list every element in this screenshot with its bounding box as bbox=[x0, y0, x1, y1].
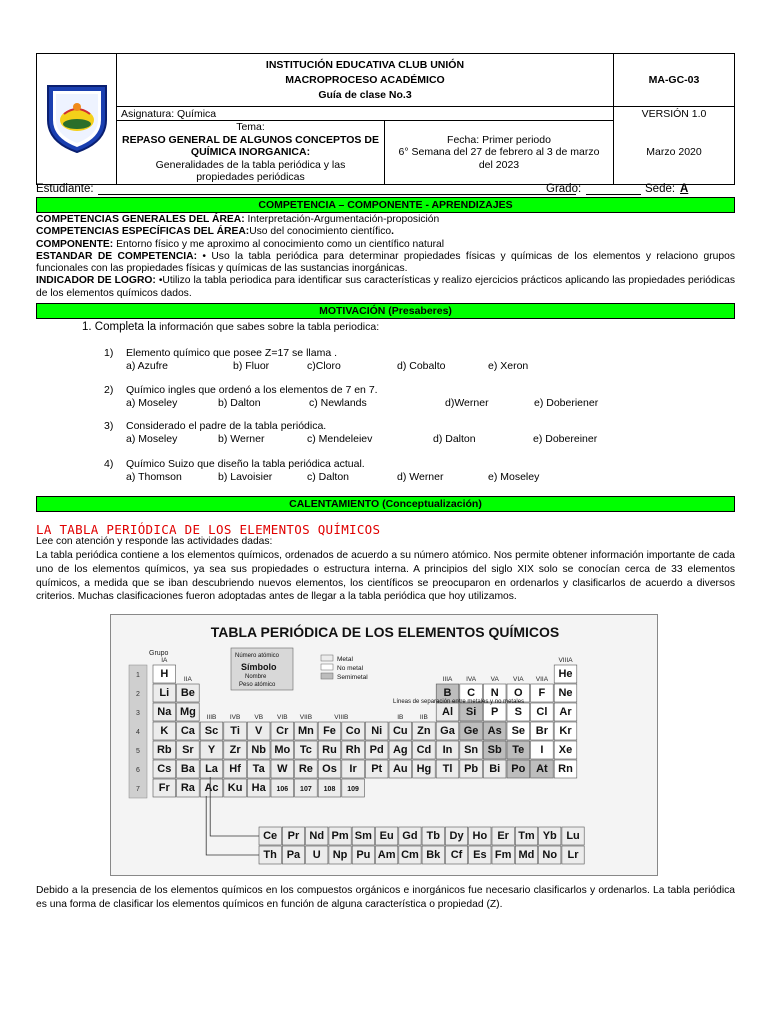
element-symbol: Ra bbox=[180, 782, 195, 794]
option-e[interactable]: e) Dobereiner bbox=[533, 433, 598, 445]
element-symbol: Ba bbox=[180, 763, 195, 775]
legend-symbol: Símbolo bbox=[241, 662, 277, 672]
option-b[interactable]: b) Fluor bbox=[233, 360, 270, 372]
period-number: 5 bbox=[136, 748, 140, 755]
fecha-line2: 6° Semana del 27 de febrero al 3 de marzo bbox=[398, 146, 600, 159]
subject: Asignatura: Química bbox=[117, 107, 614, 121]
element-symbol: Ha bbox=[251, 782, 266, 794]
element-symbol: U bbox=[312, 849, 321, 861]
element-symbol: Fr bbox=[158, 782, 170, 794]
element-symbol: V bbox=[255, 725, 263, 737]
sede-value[interactable]: A bbox=[680, 183, 689, 195]
element-symbol: Lu bbox=[566, 830, 580, 842]
element-symbol: Te bbox=[512, 744, 525, 756]
option-e[interactable]: e) Doberiener bbox=[534, 397, 599, 409]
option-c[interactable]: c) Newlands bbox=[309, 397, 367, 409]
legend-swatch bbox=[321, 655, 333, 661]
group-label: VIA bbox=[513, 676, 524, 683]
option-d[interactable]: d)Werner bbox=[445, 397, 489, 409]
competencias-especificas-label: COMPETENCIAS ESPECÍFICAS DEL ÁREA: bbox=[36, 226, 250, 238]
fecha-block bbox=[385, 121, 613, 184]
element-symbol: Cl bbox=[536, 706, 548, 718]
tema-block bbox=[117, 121, 385, 184]
element-symbol: Th bbox=[263, 849, 277, 861]
element-symbol: At bbox=[536, 763, 548, 775]
element-symbol: Cr bbox=[276, 725, 289, 737]
element-symbol: Ce bbox=[263, 830, 278, 842]
element-symbol: Sc bbox=[204, 725, 219, 737]
element-symbol: Ca bbox=[180, 725, 195, 737]
element-symbol: Pb bbox=[464, 763, 479, 775]
grupo-label: Grupo bbox=[149, 650, 169, 657]
element-symbol: I bbox=[540, 744, 544, 756]
element-symbol: Np bbox=[332, 849, 348, 861]
element-symbol: K bbox=[160, 725, 169, 737]
element-symbol: Cd bbox=[416, 744, 432, 756]
element-symbol: Tm bbox=[518, 830, 535, 842]
element-symbol: Pm bbox=[331, 830, 349, 842]
question-number: 2) bbox=[104, 384, 114, 396]
indicador-text: •Utilizo la tabla periodica para identificar sus características y realizo ejercicios prácticos aplicando las propiedades periódicas de los elementos químicos dados. bbox=[36, 275, 735, 299]
element-symbol: Hg bbox=[416, 763, 432, 775]
element-symbol: Ho bbox=[472, 830, 488, 842]
student-label: Estudiante: bbox=[36, 183, 94, 195]
element-symbol: No bbox=[542, 849, 558, 861]
student-name-field[interactable] bbox=[98, 183, 576, 195]
separation-note: Líneas de separación entre metales y no metales bbox=[393, 699, 525, 705]
competencias-generales bbox=[36, 214, 735, 226]
element-symbol: Md bbox=[518, 849, 535, 861]
element-symbol: Ta bbox=[252, 763, 265, 775]
option-c[interactable]: c) Mendeleiev bbox=[307, 433, 373, 445]
school-shield-icon bbox=[42, 80, 112, 156]
element-symbol: Pd bbox=[369, 744, 384, 756]
motivacion-bar: MOTIVACIÓN (Presaberes) bbox=[36, 303, 735, 319]
option-c[interactable]: c) Dalton bbox=[307, 471, 350, 483]
element-symbol: Sn bbox=[464, 744, 479, 756]
tema-fecha-cell bbox=[117, 121, 614, 185]
element-symbol: Rh bbox=[345, 744, 361, 756]
option-d[interactable]: d) Dalton bbox=[433, 433, 476, 445]
group-label: VIIA bbox=[535, 676, 549, 683]
motivacion-intro-a: 1. Completa la bbox=[82, 321, 157, 333]
question-options bbox=[126, 360, 686, 372]
element-symbol: Tl bbox=[442, 763, 453, 775]
intro-paragraph: La tabla periódica contiene a los elementos químicos, ordenados de acuerdo a su número atómico. Nos permite obtener información importante de cada uno de los elementos químicos, ya sea sus propiedades o estructura interna. A principios del siglo XIX solo se conocían cerca de 33 elementos químicos, a medida que se iban descubriendo nuevos elementos, los científicos se preocuparon en ordenarlos y clasificarlos de acuerdo a diversos criterios. Muchas clasificaciones fueron adoptadas antes de llegar a la tabla periódica que hoy utilizamos. bbox=[36, 550, 735, 603]
element-symbol: Bk bbox=[426, 849, 441, 861]
group-label: IIIA bbox=[442, 676, 453, 683]
element-symbol: Hf bbox=[229, 763, 241, 775]
element-symbol: Yb bbox=[542, 830, 557, 842]
option-d[interactable]: d) Werner bbox=[397, 471, 444, 483]
option-a[interactable]: a) Thomson bbox=[126, 471, 182, 483]
tema-desc-line2: propiedades periódicas bbox=[196, 171, 305, 184]
element-symbol: Ir bbox=[349, 763, 357, 775]
tema-desc-line1: Generalidades de la tabla periódica y las bbox=[155, 158, 346, 171]
element-symbol: O bbox=[514, 687, 523, 699]
element-symbol: Er bbox=[497, 830, 509, 842]
element-symbol: Na bbox=[157, 706, 172, 718]
element-symbol: Dy bbox=[449, 830, 464, 842]
periodic-table-graphic bbox=[111, 615, 659, 877]
element-symbol: Rb bbox=[156, 744, 172, 756]
document-code: MA-GC-03 bbox=[614, 54, 735, 107]
element-symbol: P bbox=[491, 706, 499, 718]
element-symbol: Mo bbox=[274, 744, 291, 756]
legend-label: Metal bbox=[337, 656, 353, 663]
competencias-especificas-text: Uso del conocimiento científico bbox=[249, 226, 392, 238]
legend-weight: Peso atómico bbox=[239, 682, 276, 688]
competencias-especificas-dot: . bbox=[391, 226, 395, 238]
element-symbol: Os bbox=[322, 763, 337, 775]
group-label: IVA bbox=[466, 676, 477, 683]
period-number: 2 bbox=[136, 691, 140, 698]
competencias-generales-label: COMPETENCIAS GENERALES DEL ÁREA: bbox=[36, 214, 245, 225]
element-symbol: Mg bbox=[179, 706, 196, 718]
legend-swatch bbox=[321, 664, 333, 670]
element-symbol: B bbox=[443, 687, 452, 699]
grado-field[interactable] bbox=[586, 183, 641, 195]
competencias-especificas bbox=[36, 226, 735, 238]
element-symbol: Pr bbox=[287, 830, 300, 842]
element-symbol: Pu bbox=[356, 849, 371, 861]
option-a[interactable]: a) Azufre bbox=[126, 360, 169, 372]
option-e[interactable]: e) Xeron bbox=[488, 360, 529, 372]
element-symbol: La bbox=[205, 763, 218, 775]
motivacion-intro-b: información que sabes sobre la tabla periodica: bbox=[156, 321, 380, 333]
school-logo-cell bbox=[37, 54, 117, 185]
element-symbol: Lr bbox=[567, 849, 579, 861]
group-label: IIB bbox=[419, 714, 428, 721]
element-symbol: N bbox=[490, 687, 499, 699]
element-symbol: Zn bbox=[417, 725, 431, 737]
option-b[interactable]: b) Lavoisier bbox=[218, 471, 273, 483]
element-symbol: Sb bbox=[487, 744, 502, 756]
lead-text: Lee con atención y responde las actividades dadas: bbox=[36, 536, 273, 547]
actinide-connector bbox=[206, 796, 259, 855]
element-symbol: 107 bbox=[300, 786, 312, 793]
element-symbol: 108 bbox=[323, 786, 336, 793]
option-e[interactable]: e) Moseley bbox=[488, 471, 540, 483]
indicador-label: INDICADOR DE LOGRO: bbox=[36, 275, 156, 287]
estandar-text: • Uso la tabla periódica para determinar propiedades físicas y químicas de los elementos y relaciono grupos funcionales con las propiedades físicas y químicas de las sustancias inorgánicas. bbox=[36, 250, 735, 275]
group-label: VA bbox=[490, 676, 499, 683]
element-symbol: Po bbox=[511, 763, 526, 775]
element-symbol: Ku bbox=[227, 782, 243, 794]
question-number: 1) bbox=[104, 347, 114, 359]
element-symbol: Li bbox=[159, 687, 170, 699]
option-a[interactable]: a) Moseley bbox=[126, 397, 178, 409]
element-symbol: Ar bbox=[559, 706, 572, 718]
element-symbol: Fm bbox=[494, 849, 512, 861]
element-symbol: Ti bbox=[230, 725, 240, 737]
question-options bbox=[126, 433, 686, 445]
element-symbol: Pt bbox=[371, 763, 383, 775]
fecha-line1: Fecha: Primer periodo bbox=[447, 133, 551, 146]
element-symbol: Ru bbox=[322, 744, 337, 756]
element-symbol: Tb bbox=[426, 830, 440, 842]
tema-title-line1: REPASO GENERAL DE ALGUNOS CONCEPTOS DE bbox=[122, 133, 379, 146]
periodic-table-image bbox=[110, 614, 658, 876]
legend-swatch bbox=[321, 673, 333, 679]
element-symbol: Cu bbox=[392, 725, 408, 737]
option-c[interactable]: c)Cloro bbox=[307, 360, 341, 372]
closing-paragraph: Debido a la presencia de los elementos químicos en los compuestos orgánicos e inorgánicos fue necesario clasificarlos y ordenarlos. La tabla periódica es una forma de clasificar los elementos químicos en función de alguna característica o propiedad (Z). bbox=[36, 885, 735, 910]
competencias-generales-text: Interpretación-Argumentación-proposición bbox=[244, 214, 440, 225]
element-symbol: W bbox=[277, 763, 288, 775]
macroprocess-title: MACROPROCESO ACADÉMICO bbox=[285, 73, 445, 86]
element-symbol: Co bbox=[345, 725, 361, 737]
element-symbol: Pa bbox=[286, 849, 301, 861]
element-symbol: Kr bbox=[559, 725, 572, 737]
element-symbol: F bbox=[538, 687, 546, 699]
guide-title: Guía de clase No.3 bbox=[318, 88, 412, 101]
element-symbol: Br bbox=[535, 725, 549, 737]
institution-name: INSTITUCIÓN EDUCATIVA CLUB UNIÓN bbox=[265, 58, 465, 71]
option-a[interactable]: a) Moseley bbox=[126, 433, 178, 445]
period-number: 1 bbox=[136, 672, 140, 679]
period-number: 6 bbox=[136, 767, 140, 774]
element-symbol: H bbox=[160, 668, 169, 680]
element-symbol: Au bbox=[392, 763, 408, 775]
group-label: VIIB bbox=[299, 714, 313, 721]
period-number: 7 bbox=[136, 786, 140, 793]
sede-label: Sede: bbox=[645, 183, 676, 195]
componente bbox=[36, 239, 735, 251]
element-symbol: S bbox=[514, 706, 522, 718]
group-label: IB bbox=[397, 714, 404, 721]
element-symbol: Xe bbox=[558, 744, 573, 756]
element-symbol: Zr bbox=[229, 744, 241, 756]
group-label: VIIIB bbox=[334, 714, 349, 721]
indicador bbox=[36, 275, 735, 300]
element-symbol: As bbox=[487, 725, 502, 737]
motivacion-intro bbox=[82, 321, 379, 333]
element-symbol: Be bbox=[180, 687, 195, 699]
estandar-label: ESTANDAR DE COMPETENCIA: bbox=[36, 250, 198, 262]
componente-label: COMPONENTE: bbox=[36, 238, 114, 250]
legend-name: Nombre bbox=[245, 674, 267, 680]
student-row bbox=[36, 183, 735, 197]
question-stem: Químico ingles que ordenó a los elementos de 7 en 7. bbox=[126, 384, 378, 396]
group-label: IA bbox=[161, 657, 168, 664]
element-symbol: Mn bbox=[297, 725, 314, 737]
question-number: 4) bbox=[104, 458, 114, 470]
estandar bbox=[36, 251, 735, 276]
question-options bbox=[126, 471, 686, 483]
header-table bbox=[36, 53, 735, 185]
element-symbol: Cm bbox=[401, 849, 419, 861]
legend-label: Semimetal bbox=[337, 674, 368, 681]
element-symbol: C bbox=[467, 687, 476, 699]
group-label: IIIB bbox=[206, 714, 217, 721]
element-symbol: Nd bbox=[309, 830, 325, 842]
element-symbol: Cs bbox=[157, 763, 172, 775]
option-b[interactable]: b) Dalton bbox=[218, 397, 261, 409]
tema-title-line2: QUÍMICA INORGANICA: bbox=[190, 146, 311, 159]
element-symbol: Al bbox=[442, 706, 453, 718]
date: Marzo 2020 bbox=[614, 121, 735, 185]
period-number: 4 bbox=[136, 729, 140, 736]
competencias-section bbox=[36, 214, 735, 300]
group-label: IVB bbox=[229, 714, 241, 721]
competencia-bar: COMPETENCIA – COMPONENTE - APRENDIZAJES bbox=[36, 197, 735, 213]
element-symbol: Ag bbox=[392, 744, 408, 756]
fecha-line3: del 2023 bbox=[478, 158, 520, 171]
element-symbol: Tc bbox=[299, 744, 312, 756]
question-stem: Químico Suizo que diseño la tabla periódica actual. bbox=[126, 458, 365, 470]
element-symbol: In bbox=[442, 744, 453, 756]
element-symbol: Gd bbox=[402, 830, 418, 842]
element-symbol: Ne bbox=[558, 687, 573, 699]
element-symbol: Si bbox=[465, 706, 477, 718]
element-symbol: Se bbox=[511, 725, 526, 737]
group-label: VB bbox=[254, 714, 264, 721]
element-symbol: Fe bbox=[323, 725, 336, 737]
componente-text: Entorno físico y me aproximo al conocimiento como un científico natural bbox=[113, 238, 445, 250]
group-label: IIA bbox=[183, 676, 192, 683]
tema-label: Tema: bbox=[236, 121, 265, 134]
element-symbol: Es bbox=[473, 849, 487, 861]
element-symbol: 106 bbox=[276, 786, 289, 793]
element-symbol: Rn bbox=[558, 763, 573, 775]
group-label: VIB bbox=[277, 714, 288, 721]
element-symbol: Ac bbox=[204, 782, 219, 794]
option-d[interactable]: d) Cobalto bbox=[397, 360, 446, 372]
element-symbol: Sm bbox=[354, 830, 372, 842]
group-label: VIIIA bbox=[558, 657, 573, 664]
question-stem: Elemento químico que posee Z=17 se llama . bbox=[126, 347, 337, 359]
element-symbol: Bi bbox=[489, 763, 501, 775]
question-stem: Considerado el padre de la tabla periódica. bbox=[126, 420, 327, 432]
element-symbol: Ge bbox=[463, 725, 479, 737]
element-symbol: Sr bbox=[182, 744, 194, 756]
version: VERSIÓN 1.0 bbox=[614, 107, 735, 121]
periodic-table-title: TABLA PERIÓDICA DE LOS ELEMENTOS QUÍMICOS bbox=[210, 624, 560, 640]
element-symbol: Eu bbox=[379, 830, 394, 842]
option-b[interactable]: b) Werner bbox=[218, 433, 265, 445]
legend-atomic-number: Número atómico bbox=[235, 653, 280, 659]
question-number: 3) bbox=[104, 420, 114, 432]
period-number: 3 bbox=[136, 710, 140, 717]
element-symbol: Cf bbox=[450, 849, 463, 861]
element-symbol: Ga bbox=[440, 725, 455, 737]
element-symbol: Am bbox=[377, 849, 396, 861]
element-symbol: Ni bbox=[371, 725, 383, 737]
section-title: LA TABLA PERIÓDICA DE LOS ELEMENTOS QUÍMICOS bbox=[36, 522, 381, 537]
element-symbol: Re bbox=[298, 763, 313, 775]
question-options bbox=[126, 397, 686, 409]
institution-title bbox=[117, 54, 614, 107]
grado-label: Grado: bbox=[546, 183, 582, 195]
element-symbol: Nb bbox=[251, 744, 267, 756]
calentamiento-bar: CALENTAMIENTO (Conceptualización) bbox=[36, 496, 735, 512]
element-symbol: Y bbox=[207, 744, 216, 756]
element-symbol: He bbox=[558, 668, 573, 680]
element-symbol: 109 bbox=[347, 786, 359, 793]
legend-label: No metal bbox=[337, 665, 364, 672]
